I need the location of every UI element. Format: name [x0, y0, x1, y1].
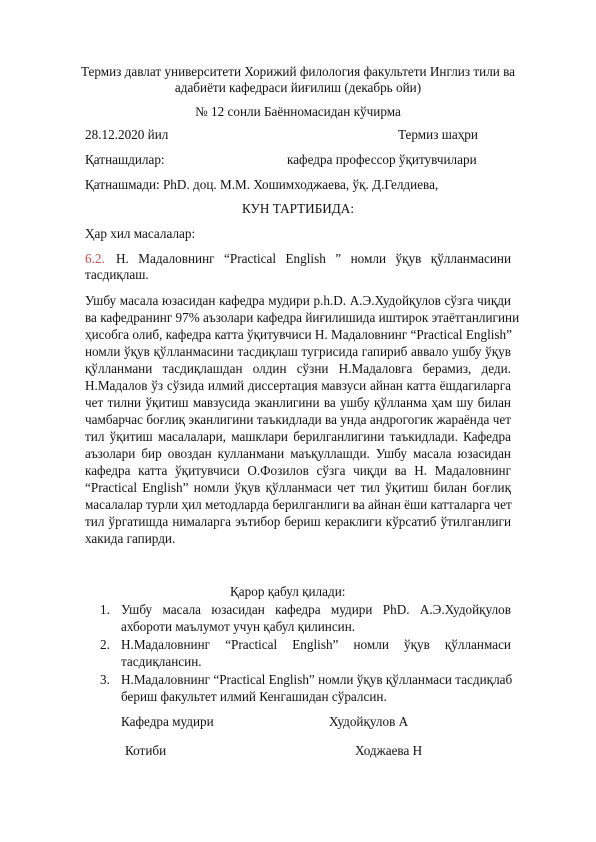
agenda-item-number-text: 6.2.	[85, 251, 105, 266]
body-line: ҳисобга олиб, кафедра катта ўқитувчиси Н. Мадаловнинг “Practical English”	[85, 327, 512, 342]
decision-item-line-2: тасдиқлансин.	[121, 654, 202, 669]
misc-heading: Ҳар хил масалалар:	[85, 226, 196, 241]
participants-label: Қатнашдилар:	[85, 152, 165, 167]
meeting-date: 28.12.2020 йил	[85, 127, 169, 142]
agenda-item-number	[85, 251, 105, 267]
body-line: Ушбу масала юзасидан кафедра мудири p.h.D. А.Э.Худойқулов сўзга чиқди	[85, 293, 511, 308]
body-line: “Practical English” номли ўқув қўлланмаси чет тил ўқитиш билан боғлиқ	[85, 480, 511, 495]
body-line: чет тилни ўқитиш мавзусида эканлигини ва ушбу қўлланма ҳам шу билан	[85, 395, 511, 410]
agenda-item-line-1: Н. Мадаловнинг “Practical English ” номли ўқув қўлланмасини	[116, 251, 511, 266]
decision-item-line-2: бериш факультет илмий Кенгашидан сўралсин.	[121, 689, 387, 704]
body-line: тил ўргатишда нималарга эътибор бериш кераклиги кўрсатиб ўтилганлиги	[85, 514, 511, 529]
body-line: аъзолари бир овоздан кулланмани маъқуллашди. Ушбу масала юзасидан	[85, 446, 511, 461]
secretary-name: Ходжаева Н	[355, 743, 423, 758]
secretary-title: Котиби	[125, 743, 167, 758]
body-line: чамбарчас боғлиқ эканлигини таъкидлади ва унда андрогогик жараёнда чет	[85, 412, 511, 427]
body-line: Н.Мадалов ўз сўзида илмий диссертация мавзуси айнан катта ёшдагиларга	[85, 378, 511, 393]
meeting-city: Термиз шаҳри	[398, 127, 478, 142]
body-line: қўлланмани тасдиқлашдан олдин сўзни Н.Мадаловга берамиз, деди.	[85, 361, 511, 376]
decision-item-line-1: Н.Мадаловнинг “Practical English” номли ўқув қўлланмаси тасдиқлаб	[121, 672, 513, 687]
agenda-item-line-2: тасдиқлаш.	[85, 267, 149, 282]
head-of-department-title: Кафедра мудири	[121, 714, 214, 729]
header-excerpt-title: № 12 сонли Баённомасидан кўчирма	[195, 104, 401, 119]
body-line: номли ўқув қўлланмасини тасдиқлаш тугрисида гапириб аввало ушбу ўқув	[85, 344, 511, 359]
body-line: тил ўқитиш масалалари, машклари берилганлигини таъкидлади. Кафедра	[85, 429, 511, 444]
decision-item-line-2: ахбороти маълумот учун қабул қилинсин.	[121, 619, 356, 634]
body-line: хакида гапирди.	[85, 531, 176, 546]
head-of-department-name: Худойқулов А	[329, 714, 409, 729]
body-line: масалалар турли ҳил методларда берилганлиги ва айнан ёши катталарга чет	[85, 497, 512, 512]
decision-item-line-1: Н.Мадаловнинг “Practical English” номли ўқув қўлланмаси	[121, 637, 511, 652]
header-line-2: адабиёти кафедраси йиғилиш (декабрь ойи)	[174, 80, 422, 95]
agenda-title: КУН ТАРТИБИДА:	[242, 201, 354, 216]
decision-item-number: 3.	[100, 672, 110, 687]
absent-line: Қатнашмади: PhD. доц. М.М. Хошимходжаева, ўқ. Д.Гелдиева,	[85, 177, 439, 192]
participants-value: кафедра профессор ўқитувчилари	[287, 152, 477, 167]
header-line-1: Термиз давлат университети Хорижий филология факультети Инглиз тили ва	[80, 64, 516, 79]
body-line: ва кафедранинг 97% аъзолари кафедра йиғилишида иштирок этаётганлигини	[85, 310, 520, 325]
decision-item-line-1: Ушбу масала юзасидан кафедра мудири PhD. А.Э.Худойқулов	[121, 602, 511, 617]
decision-item-number: 1.	[100, 602, 110, 617]
body-line: кафедра катта ўқитувчиси О.Фозилов сўзга чиқди ва Н. Мадаловнинг	[85, 463, 511, 478]
decision-item-number: 2.	[100, 637, 110, 652]
decision-title: Қарор қабул қилади:	[230, 584, 346, 599]
